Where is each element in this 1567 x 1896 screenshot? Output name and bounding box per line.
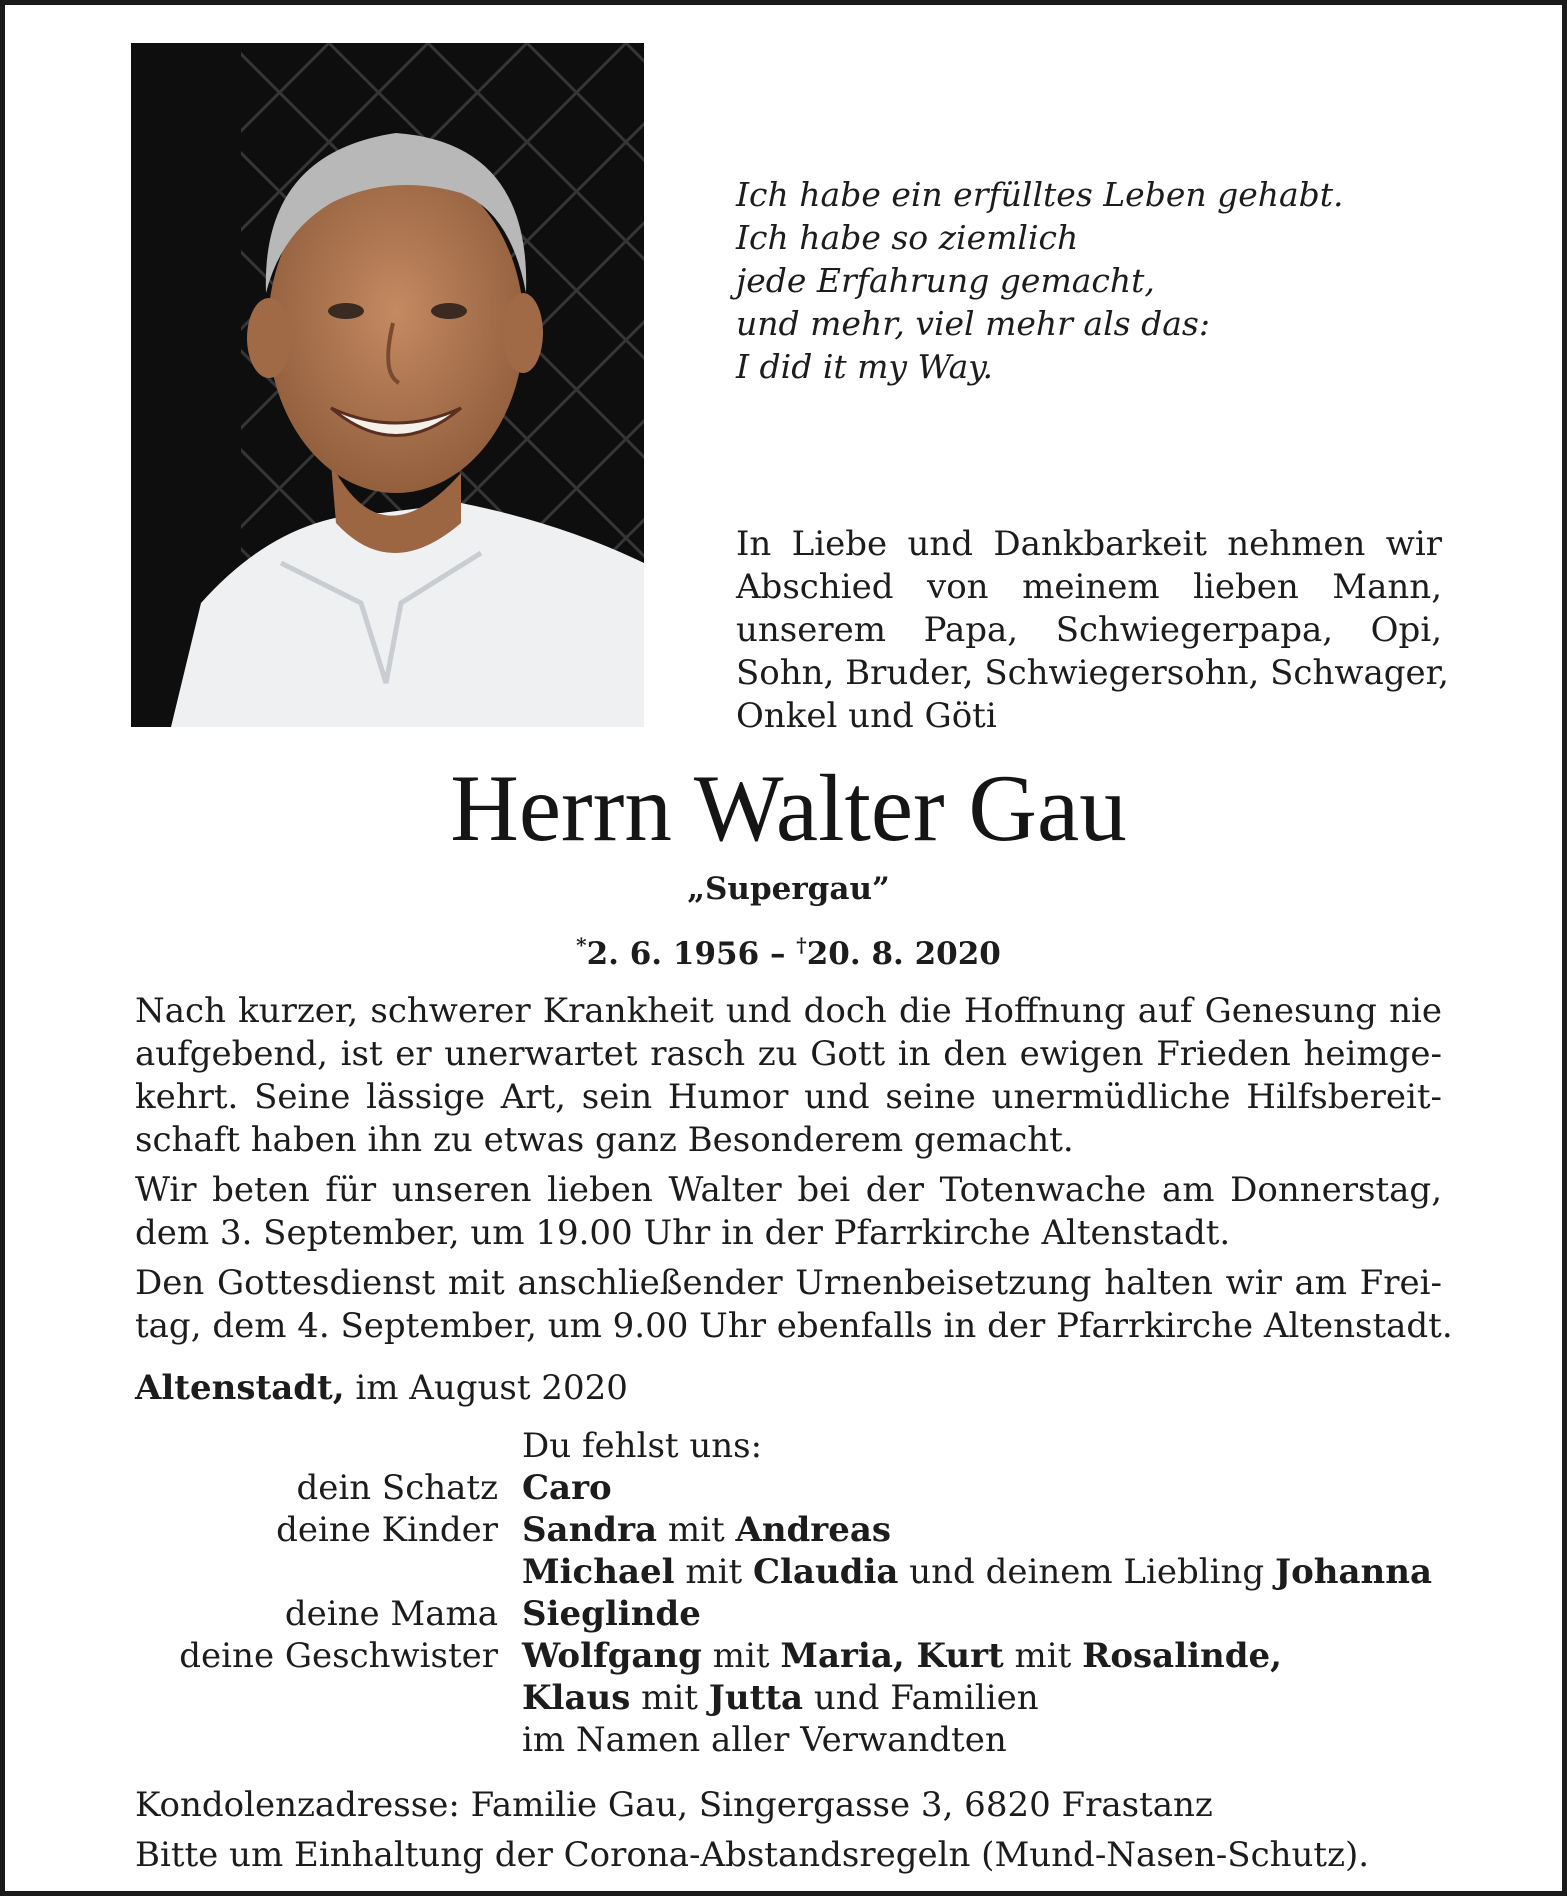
mourner-names	[522, 1467, 1465, 1509]
death-date: 20. 8. 2020	[806, 936, 1001, 972]
mourner-connector: mit	[630, 1678, 709, 1718]
body-line: dem 3. September, um 19.00 Uhr in der Pfarrkirche Altenstadt.	[135, 1213, 1231, 1253]
mourner-name: Sieglinde	[522, 1594, 701, 1634]
condolence-address: Kondolenzadresse: Familie Gau, Singergasse 3, 6820 Frastanz	[135, 1785, 1213, 1825]
mourner-relation	[135, 1677, 522, 1719]
mourner-name: Rosalinde,	[1082, 1636, 1282, 1676]
body-line: Nach kurzer, schwerer Krankheit und doch die Hoffnung auf Genesung nie	[135, 991, 1442, 1031]
intro-line: Onkel und Göti	[736, 696, 997, 736]
mourner-names	[522, 1593, 1465, 1635]
life-dates	[5, 923, 1567, 976]
mourner-row	[135, 1467, 1465, 1509]
mourners-heading: Du fehlst uns:	[522, 1426, 763, 1466]
mourner-names	[522, 1677, 1465, 1719]
mourner-row	[135, 1719, 1465, 1761]
mourner-name: Andreas	[735, 1510, 892, 1550]
mourner-relation	[135, 1719, 522, 1761]
mourner-names	[522, 1509, 1465, 1551]
paragraph-service	[135, 1262, 1453, 1348]
intro-line: In Liebe und Dankbarkeit nehmen wir	[736, 524, 1442, 564]
mourner-name: Maria, Kurt	[780, 1636, 1004, 1676]
portrait-photo	[131, 43, 644, 727]
mourner-name: Sandra	[522, 1510, 658, 1550]
mourner-names	[522, 1551, 1465, 1593]
birth-symbol: *	[576, 933, 587, 957]
mourners-heading-row	[135, 1425, 1465, 1467]
mourners-list	[135, 1425, 1465, 1761]
mourner-names	[522, 1635, 1465, 1677]
body-line: Den Gottesdienst mit anschließender Urnenbeisetzung halten wir am Frei-	[135, 1263, 1442, 1303]
place-month: im August 2020	[344, 1368, 628, 1408]
birth-date: 2. 6. 1956	[586, 936, 760, 972]
mourner-connector: mit	[701, 1636, 781, 1676]
portrait-illustration	[131, 43, 644, 727]
quote-line: jede Erfahrung gemacht,	[736, 261, 1155, 300]
mourner-name: Wolfgang	[522, 1636, 702, 1676]
place-city: Altenstadt,	[135, 1368, 345, 1408]
farewell-intro	[736, 523, 1449, 738]
mourner-names	[522, 1719, 1465, 1761]
quote-line: Ich habe so ziemlich	[736, 218, 1079, 257]
body-line: aufgebend, ist er unerwartet rasch zu Gott in den ewigen Frieden heimge-	[135, 1034, 1442, 1074]
body-line: schaft haben ihn zu etwas ganz Besonderem gemacht.	[135, 1120, 1074, 1160]
mourner-name: Claudia	[752, 1552, 899, 1592]
deceased-nickname: „Supergau”	[687, 871, 890, 907]
place-date	[135, 1367, 628, 1410]
mourner-connector: mit	[674, 1552, 753, 1592]
mourner-name: Caro	[522, 1468, 612, 1508]
mourner-name: Michael	[522, 1552, 675, 1592]
mourner-relation	[135, 1551, 522, 1593]
mourner-relation: deine Kinder	[276, 1510, 498, 1550]
mourner-name: Johanna	[1274, 1552, 1432, 1592]
mourner-row	[135, 1551, 1465, 1593]
mourner-row	[135, 1593, 1465, 1635]
quote-line: Ich habe ein erfülltes Leben gehabt.	[736, 175, 1344, 214]
corona-notice: Bitte um Einhaltung der Corona-Abstandsregeln (Mund-Nasen-Schutz).	[135, 1835, 1370, 1875]
mourner-relation: dein Schatz	[296, 1468, 498, 1508]
mourner-connector: mit	[657, 1510, 736, 1550]
obituary-text	[135, 990, 1453, 1355]
body-line: kehrt. Seine lässige Art, sein Humor und seine unermüdliche Hilfsbereit-	[135, 1077, 1442, 1117]
epitaph-quote	[736, 173, 1344, 388]
paragraph-wake	[135, 1169, 1442, 1255]
date-separator: –	[769, 936, 786, 972]
body-line: tag, dem 4. September, um 9.00 Uhr ebenfalls in der Pfarrkirche Altenstadt.	[135, 1306, 1453, 1346]
deceased-name: Herrn Walter Gau	[450, 755, 1127, 861]
death-symbol: †	[796, 933, 807, 957]
mourner-connector: und deinem Liebling	[898, 1552, 1275, 1592]
mourner-connector: im Namen aller Verwandten	[522, 1720, 1007, 1760]
intro-line: Sohn, Bruder, Schwiegersohn, Schwager,	[736, 653, 1449, 693]
mourner-connector: und Familien	[803, 1678, 1039, 1718]
footer-notes	[135, 1780, 1369, 1880]
mourner-relation: deine Mama	[284, 1594, 498, 1634]
mourner-connector: mit	[1003, 1636, 1083, 1676]
mourner-row	[135, 1635, 1465, 1677]
mourner-relation: deine Geschwister	[179, 1636, 498, 1676]
mourner-row	[135, 1509, 1465, 1551]
body-line: Wir beten für unseren lieben Walter bei der Totenwache am Donnerstag,	[135, 1170, 1442, 1210]
mourner-row	[135, 1677, 1465, 1719]
quote-line: I did it my Way.	[736, 347, 994, 386]
mourner-name: Jutta	[708, 1678, 804, 1718]
mourner-name: Klaus	[522, 1678, 631, 1718]
intro-line: unserem Papa, Schwiegerpapa, Opi,	[736, 610, 1442, 650]
intro-line: Abschied von meinem lieben Mann,	[736, 567, 1442, 607]
quote-line: und mehr, viel mehr als das:	[736, 304, 1210, 343]
paragraph-illness	[135, 990, 1442, 1162]
